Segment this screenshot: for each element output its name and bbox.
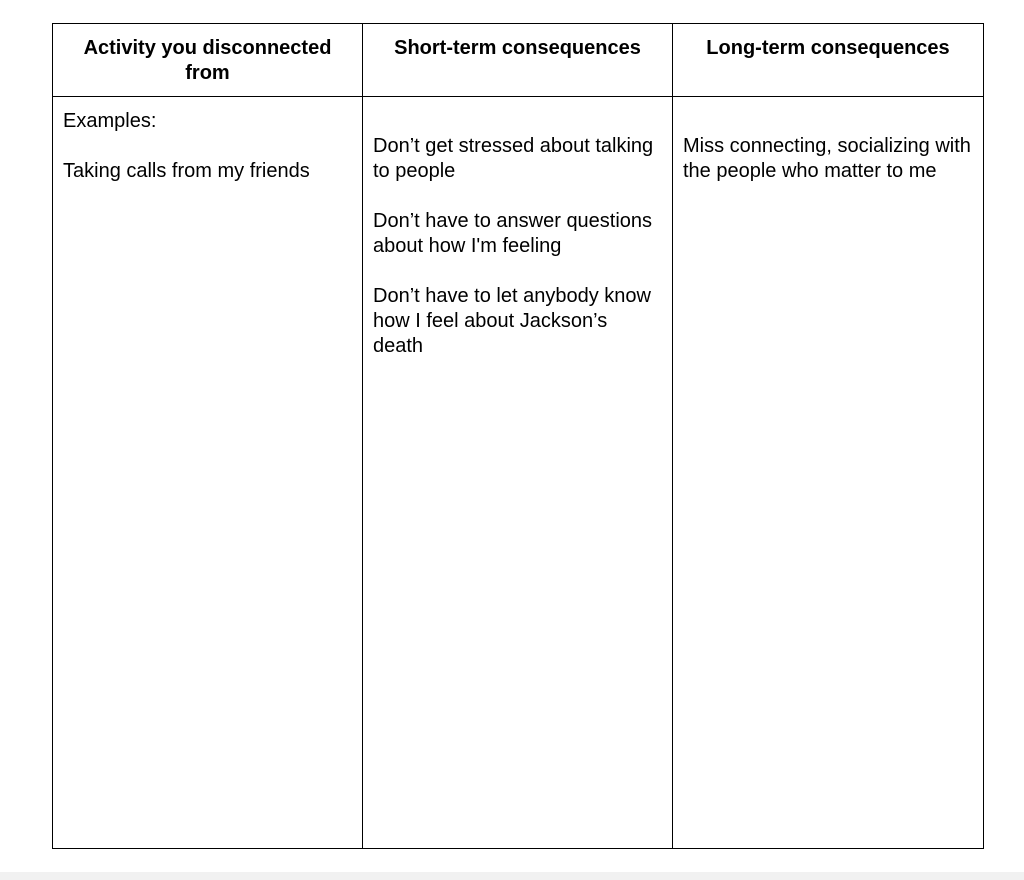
table-row	[53, 97, 984, 849]
example-activity: Taking calls from my friends	[63, 160, 310, 182]
cell-short-term	[363, 97, 673, 849]
header-long-term: Long-term consequences	[673, 24, 984, 97]
table-header-row	[53, 24, 984, 97]
consequences-table	[52, 23, 984, 849]
short-term-item: Don’t have to let anybody know how I feel about Jackson’s death	[373, 285, 651, 357]
long-term-item: Miss connecting, socializing with the people who matter to me	[683, 135, 971, 182]
examples-label: Examples:	[63, 110, 157, 132]
cell-spacer	[373, 109, 662, 134]
header-activity: Activity you disconnected from	[53, 24, 363, 97]
cell-spacer	[683, 109, 973, 134]
header-short-term: Short-term consequences	[363, 24, 673, 97]
short-term-item: Don’t get stressed about talking to people	[373, 135, 654, 182]
cell-long-term	[673, 97, 984, 849]
short-term-item: Don’t have to answer questions about how I'm feeling	[373, 210, 653, 257]
cell-activity	[53, 97, 363, 849]
page-bottom-edge	[0, 872, 1024, 880]
